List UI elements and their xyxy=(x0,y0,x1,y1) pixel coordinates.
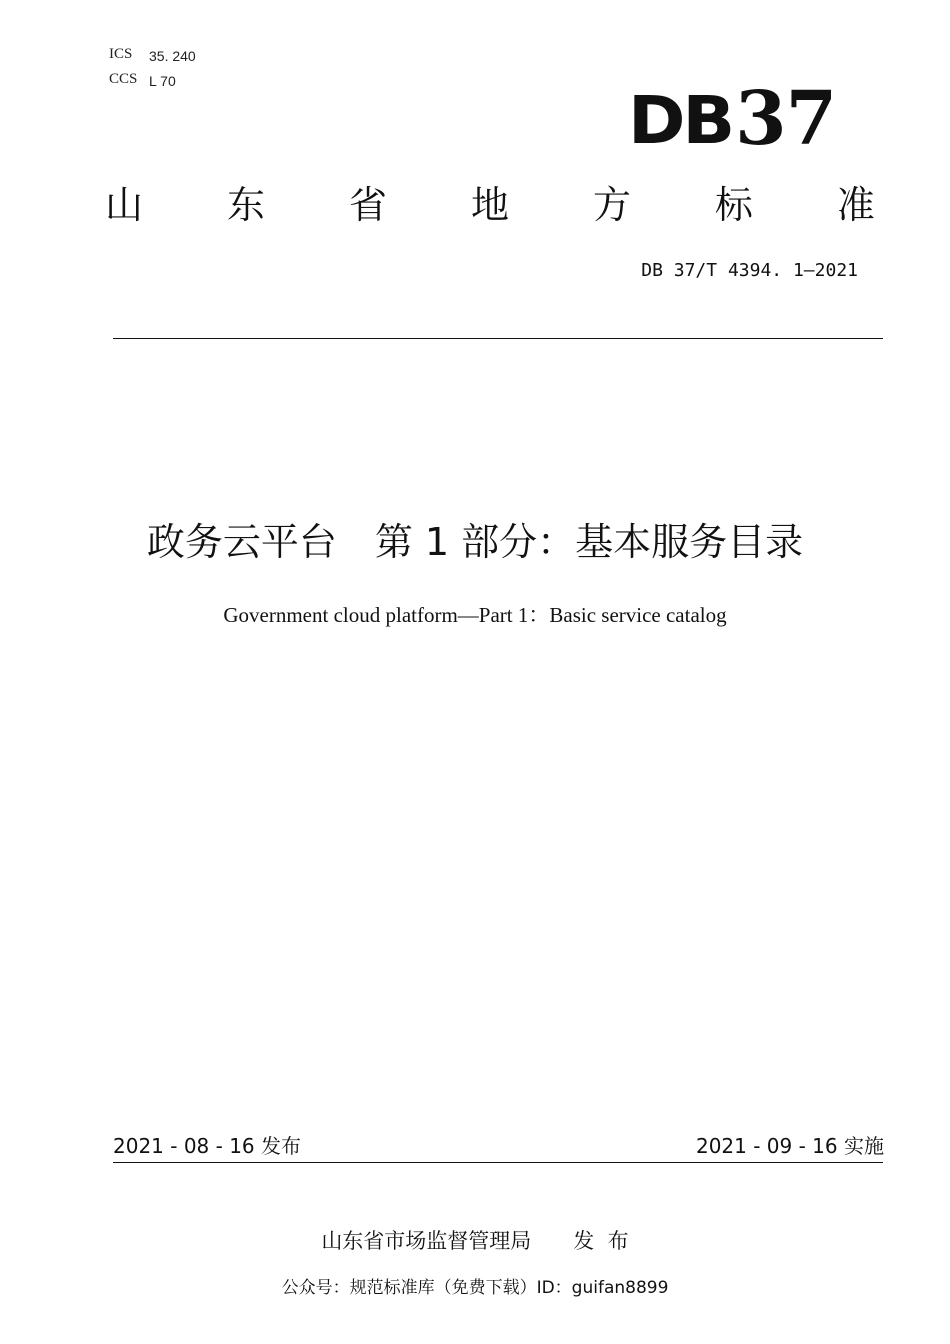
footer-note: 公众号：规范标准库（免费下载）ID：guifan8899 xyxy=(281,1278,669,1298)
top-divider xyxy=(113,338,883,339)
standard-type-char: 东 xyxy=(226,183,265,227)
standard-type-char: 地 xyxy=(470,183,509,227)
publisher: 山东省市场监督管理局 发 布 xyxy=(321,1229,629,1253)
db37-logo xyxy=(628,76,843,162)
ccs-value: L 70 xyxy=(149,73,176,89)
standard-type-char: 山 xyxy=(105,183,144,227)
bottom-divider xyxy=(113,1162,883,1163)
publish-date: 2021 - 08 - 16 发布 xyxy=(113,1134,302,1158)
title-chinese: 政务云平台 第 1 部分：基本服务目录 xyxy=(146,520,804,564)
standard-type-char: 省 xyxy=(348,183,387,227)
standard-type-char: 准 xyxy=(836,183,875,227)
ics-value: 35. 240 xyxy=(149,48,196,64)
logo-letters: DB xyxy=(628,82,733,159)
standard-type-heading xyxy=(105,180,875,230)
standard-type-char: 方 xyxy=(592,183,631,227)
implement-date: 2021 - 09 - 16 实施 xyxy=(695,1134,884,1158)
title-english: Government cloud platform—Part 1：Basic service catalog xyxy=(223,603,727,627)
ccs-label: CCS xyxy=(109,71,138,87)
standard-type-char: 标 xyxy=(714,183,753,227)
logo-number: 37 xyxy=(735,76,837,162)
standard-number: DB 37/T 4394. 1—2021 xyxy=(641,260,858,281)
ics-label: ICS xyxy=(109,46,133,62)
